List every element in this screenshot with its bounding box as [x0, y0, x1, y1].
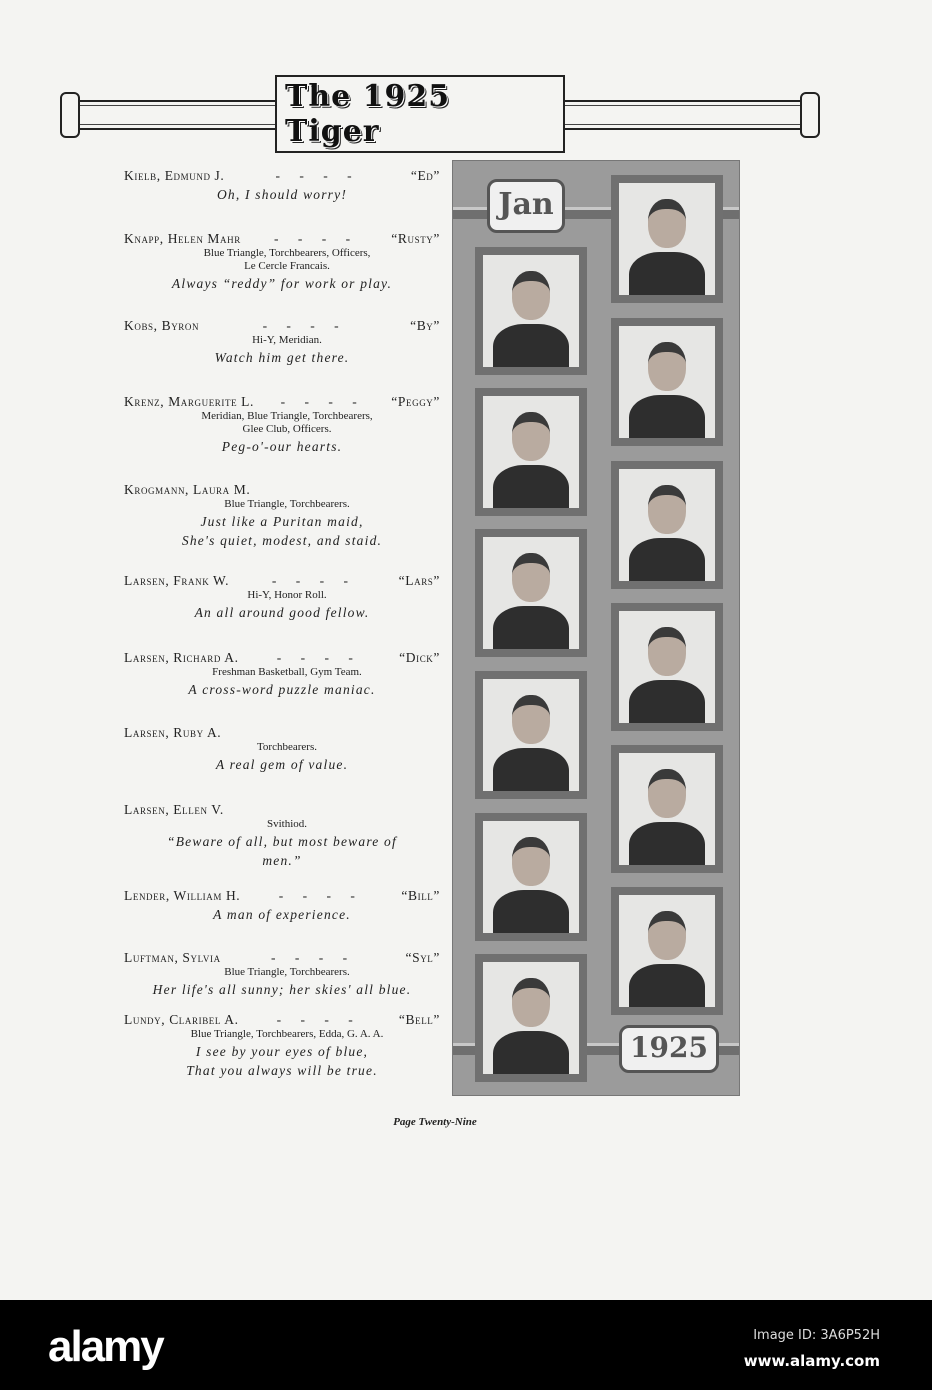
student-name: Larsen, Frank W.: [124, 573, 230, 588]
portrait-frame: [611, 461, 723, 589]
name-line: [124, 231, 440, 247]
quote: Her life's all sunny; her skies' all blue.: [152, 982, 412, 997]
activities: Blue Triangle, Torchbearers.: [224, 966, 350, 978]
student-name: Knapp, Helen Mahr: [124, 231, 241, 246]
student-name: Krogmann, Laura M.: [124, 482, 251, 497]
quote: Peg-o'-our hearts.: [221, 439, 343, 454]
student-entry: [124, 573, 440, 621]
student-name: Lundy, Claribel A.: [124, 1012, 239, 1027]
student-entry: [124, 650, 440, 698]
quote: That you always will be true.: [186, 1063, 378, 1078]
activities: Hi-Y, Meridian.: [252, 334, 322, 346]
dash-leader: - - - -: [278, 888, 363, 903]
title-banner: [60, 79, 820, 149]
quote: Watch him get there.: [214, 350, 350, 365]
portrait-photo: [483, 537, 579, 649]
alamy-logo: alamy: [48, 1322, 163, 1371]
activities: Glee Club, Officers.: [242, 423, 332, 435]
name-line: [124, 888, 440, 904]
dash-leader: - - - -: [275, 168, 360, 183]
activities: Hi-Y, Honor Roll.: [247, 589, 327, 601]
student-nickname: “Lars”: [398, 573, 440, 588]
portrait-photo: [619, 611, 715, 723]
portrait-frame: [475, 388, 587, 516]
quote: men.”: [262, 853, 302, 868]
year-logo: 1925: [619, 1025, 719, 1073]
student-entry: [124, 950, 440, 998]
student-entry: [124, 888, 440, 923]
portrait-photo: [483, 255, 579, 367]
student-name: Larsen, Ruby A.: [124, 725, 222, 740]
student-nickname: “Bell”: [398, 1012, 440, 1027]
student-nickname: “Ed”: [410, 168, 440, 183]
portrait-photo: [619, 326, 715, 438]
quote: I see by your eyes of blue,: [195, 1044, 369, 1059]
dash-leader: - - - -: [280, 394, 365, 409]
scroll-ornament-left-icon: [60, 92, 80, 138]
activities: Meridian, Blue Triangle, Torchbearers,: [201, 410, 373, 422]
student-nickname: “By”: [410, 318, 440, 333]
portrait-photo: [483, 396, 579, 508]
name-line: [124, 725, 440, 741]
quote: Just like a Puritan maid,: [200, 514, 364, 529]
student-entry: [124, 168, 440, 203]
portrait-frame: [475, 671, 587, 799]
student-nickname: “Peggy”: [391, 394, 440, 409]
student-entry: [124, 231, 440, 292]
name-line: [124, 950, 440, 966]
dash-leader: - - - -: [276, 650, 361, 665]
student-name: Luftman, Sylvia: [124, 950, 221, 965]
student-entry: [124, 725, 440, 773]
student-name: Larsen, Ellen V.: [124, 802, 224, 817]
student-name: Krenz, Marguerite L.: [124, 394, 254, 409]
jan-logo: Jan: [487, 179, 565, 233]
name-line: [124, 1012, 440, 1028]
quote: She's quiet, modest, and staid.: [181, 533, 383, 548]
portrait-frame: [475, 954, 587, 1082]
portrait-frame: [475, 529, 587, 657]
portrait-photo: [483, 962, 579, 1074]
student-entry: [124, 802, 440, 869]
portrait-photo: [619, 469, 715, 581]
photo-strip: [452, 160, 740, 1096]
student-nickname: “Syl”: [405, 950, 440, 965]
activities: Torchbearers.: [256, 741, 317, 753]
student-nickname: “Bill”: [401, 888, 440, 903]
quote: Oh, I should worry!: [216, 187, 348, 202]
page-number: Page Twenty-Nine: [393, 1116, 477, 1128]
page-title: The 1925 Tiger: [275, 75, 565, 153]
name-line: [124, 394, 440, 410]
activities: Blue Triangle, Torchbearers, Edda, G. A. A.: [190, 1028, 384, 1040]
activities: Svithiod.: [266, 818, 308, 830]
portrait-frame: [611, 318, 723, 446]
quote: An all around good fellow.: [194, 605, 370, 620]
scroll-ornament-right-icon: [800, 92, 820, 138]
quote: Always “reddy” for work or play.: [171, 276, 393, 291]
student-entry: [124, 482, 440, 549]
name-line: [124, 168, 440, 184]
image-id: Image ID: 3A6P52H: [753, 1328, 880, 1343]
quote: “Beware of all, but most beware of: [167, 834, 397, 849]
student-entry: [124, 394, 440, 455]
name-line: [124, 802, 440, 818]
watermark-url[interactable]: www.alamy.com: [743, 1352, 880, 1370]
dash-leader: - - - -: [274, 231, 359, 246]
student-name: Lender, William H.: [124, 888, 241, 903]
student-entry: [124, 1012, 440, 1079]
name-line: [124, 573, 440, 589]
activities: Le Cercle Francais.: [244, 260, 330, 272]
portrait-photo: [619, 183, 715, 295]
activities: Blue Triangle, Torchbearers.: [224, 498, 350, 510]
portrait-frame: [611, 603, 723, 731]
name-line: [124, 650, 440, 666]
quote: A man of experience.: [213, 907, 351, 922]
portrait-frame: [611, 745, 723, 873]
student-name: Larsen, Richard A.: [124, 650, 239, 665]
student-entry: [124, 318, 440, 366]
student-nickname: “Rusty”: [391, 231, 440, 246]
student-name: Kielb, Edmund J.: [124, 168, 225, 183]
activities: Blue Triangle, Torchbearers, Officers,: [203, 247, 371, 259]
dash-leader: - - - -: [271, 950, 356, 965]
dash-leader: - - - -: [271, 573, 356, 588]
name-line: [124, 482, 440, 498]
quote: A real gem of value.: [215, 757, 349, 772]
portrait-frame: [475, 813, 587, 941]
portrait-frame: [475, 247, 587, 375]
name-line: [124, 318, 440, 334]
student-name: Kobs, Byron: [124, 318, 200, 333]
portrait-frame: [611, 175, 723, 303]
portrait-photo: [483, 679, 579, 791]
activities: Freshman Basketball, Gym Team.: [212, 666, 362, 678]
portrait-photo: [619, 753, 715, 865]
portrait-frame: [611, 887, 723, 1015]
student-nickname: “Dick”: [399, 650, 440, 665]
dash-leader: - - - -: [276, 1012, 361, 1027]
portrait-photo: [483, 821, 579, 933]
quote: A cross-word puzzle maniac.: [188, 682, 376, 697]
dash-leader: - - - -: [262, 318, 347, 333]
watermark-bar: [0, 1300, 932, 1390]
portrait-photo: [619, 895, 715, 1007]
